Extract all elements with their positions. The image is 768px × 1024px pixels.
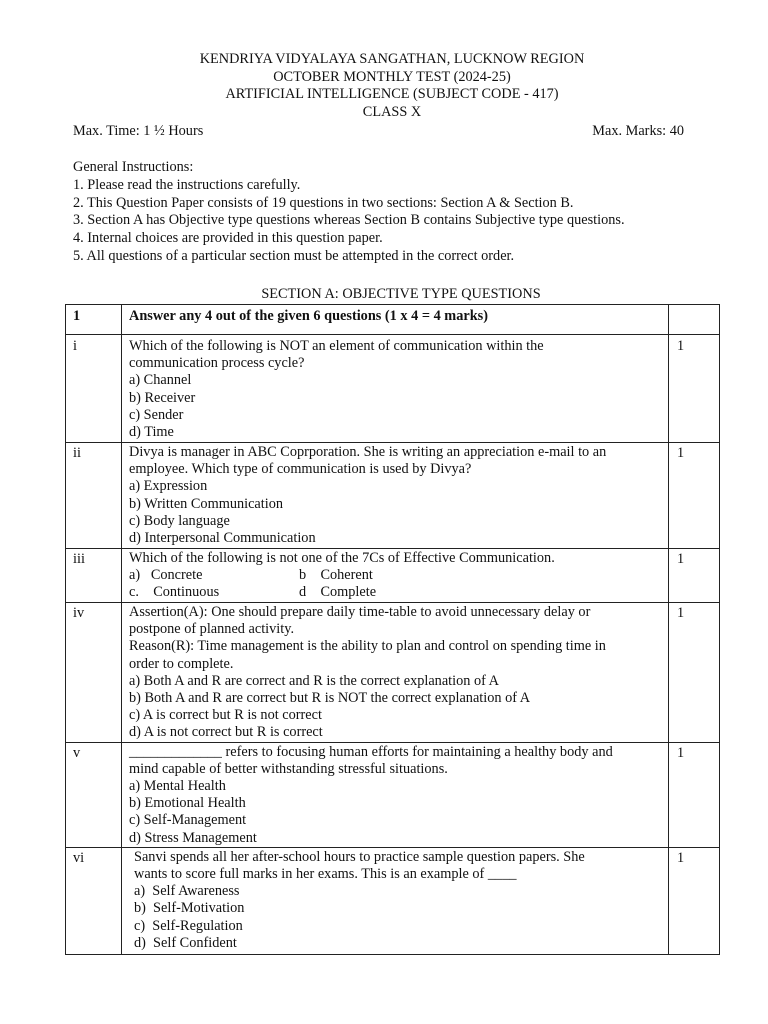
option: c) Self-Management	[129, 812, 247, 829]
option: d) Interpersonal Communication	[129, 530, 316, 547]
option: c) Self-Regulation	[134, 917, 243, 934]
option: c. Continuous	[129, 584, 220, 601]
header-organization: KENDRIYA VIDYALAYA SANGATHAN, LUCKNOW REGION	[199, 51, 585, 67]
question-number: v	[66, 742, 122, 847]
question-number: iii	[66, 549, 122, 603]
options-row	[129, 567, 662, 584]
instruction-item: 3. Section A has Objective type questions whereas Section B contains Subjective type questions.	[73, 212, 625, 229]
option: a) Mental Health	[129, 778, 226, 795]
fill-in-blank: ____	[487, 866, 517, 883]
question-text: order to complete.	[129, 655, 234, 672]
question-text	[129, 866, 662, 883]
table-row	[66, 443, 720, 549]
table-row	[66, 335, 720, 443]
questions-table	[65, 304, 720, 955]
question-text: Divya is manager in ABC Coprporation. She is writing an appreciation e-mail to an	[129, 444, 607, 460]
question-text	[129, 744, 662, 761]
question-text: postpone of planned activity.	[129, 621, 295, 638]
instruction-item: 4. Internal choices are provided in this question paper.	[73, 230, 383, 247]
table-row	[66, 603, 720, 743]
instructions-title: General Instructions:	[73, 159, 194, 175]
marks-cell: 1	[669, 335, 720, 443]
option: d) A is not correct but R is correct	[129, 724, 323, 741]
marks-cell: 1	[669, 603, 720, 743]
question-text-segment: wants to score full marks in her exams. This is an example of	[134, 866, 488, 883]
fill-in-blank: _____________	[129, 743, 222, 760]
max-time: Max. Time: 1 ½ Hours	[73, 123, 204, 139]
question-body	[122, 335, 669, 443]
question-body	[122, 443, 669, 549]
question-text: Which of the following is not one of the 7Cs of Effective Communication.	[129, 550, 555, 566]
table-header-row	[66, 305, 720, 335]
max-marks: Max. Marks: 40	[592, 123, 684, 139]
question-number: i	[66, 335, 122, 443]
section-title: SECTION A: OBJECTIVE TYPE QUESTIONS	[261, 286, 541, 302]
table-row	[66, 549, 720, 603]
option: b) Receiver	[129, 389, 196, 406]
question-text: mind capable of better withstanding stressful situations.	[129, 760, 448, 777]
marks-cell: 1	[669, 742, 720, 847]
marks-cell: 1	[669, 847, 720, 954]
instruction-item: 2. This Question Paper consists of 19 questions in two sections: Section A & Section B.	[73, 194, 574, 211]
option: c) Sender	[129, 406, 184, 423]
options-row	[129, 584, 662, 601]
header-class: CLASS X	[362, 103, 422, 120]
question-text: Reason(R): Time management is the ability to plan and control on spending time in	[129, 638, 606, 655]
header-test-name: OCTOBER MONTHLY TEST (2024-25)	[273, 68, 511, 85]
question-number: 1	[66, 305, 122, 335]
question-text: communication process cycle?	[129, 355, 305, 372]
option: d Complete	[299, 584, 377, 601]
marks-cell: 1	[669, 549, 720, 603]
instruction-item: 5. All questions of a particular section must be attempted in the correct order.	[73, 247, 515, 264]
marks-cell	[669, 305, 720, 335]
option: a) Both A and R are correct and R is the correct explanation of A	[129, 672, 500, 689]
table-row	[66, 847, 720, 954]
header-subject: ARTIFICIAL INTELLIGENCE (SUBJECT CODE - 417)	[225, 86, 559, 102]
option: a) Expression	[129, 478, 208, 495]
option: a) Channel	[129, 372, 192, 389]
option: a) Self Awareness	[134, 883, 240, 900]
option: c) A is correct but R is not correct	[129, 707, 322, 724]
question-text-segment: refers to focusing human efforts for maintaining a healthy body and	[221, 743, 613, 760]
option: b) Self-Motivation	[134, 900, 245, 917]
question-body	[122, 603, 669, 743]
question-text: Assertion(A): One should prepare daily time-table to avoid unnecessary delay or	[129, 604, 591, 620]
general-instructions	[73, 159, 713, 266]
option: a) Concrete	[129, 567, 203, 584]
question-text: Which of the following is NOT an element of communication within the	[129, 338, 544, 354]
question-text: Sanvi spends all her after-school hours to practice sample question papers. She	[134, 848, 585, 865]
paper-header	[0, 51, 768, 121]
section-instruction: Answer any 4 out of the given 6 questions (1 x 4 = 4 marks)	[122, 305, 669, 335]
option: d) Stress Management	[129, 829, 257, 846]
option: d) Time	[129, 424, 174, 441]
question-number: ii	[66, 443, 122, 549]
option: b) Both A and R are correct but R is NOT the correct explanation of A	[129, 690, 531, 707]
question-body	[122, 847, 669, 954]
question-body	[122, 549, 669, 603]
option: b) Written Communication	[129, 495, 284, 512]
table-row	[66, 742, 720, 847]
question-text: employee. Which type of communication is used by Divya?	[129, 461, 472, 478]
marks-cell: 1	[669, 443, 720, 549]
question-number: vi	[66, 847, 122, 954]
question-number: iv	[66, 603, 122, 743]
question-body	[122, 742, 669, 847]
instruction-item: 1. Please read the instructions carefully.	[73, 176, 301, 193]
option: b) Emotional Health	[129, 795, 246, 812]
option: c) Body language	[129, 512, 230, 529]
option: d) Self Confident	[134, 934, 237, 951]
option: b Coherent	[299, 567, 373, 584]
